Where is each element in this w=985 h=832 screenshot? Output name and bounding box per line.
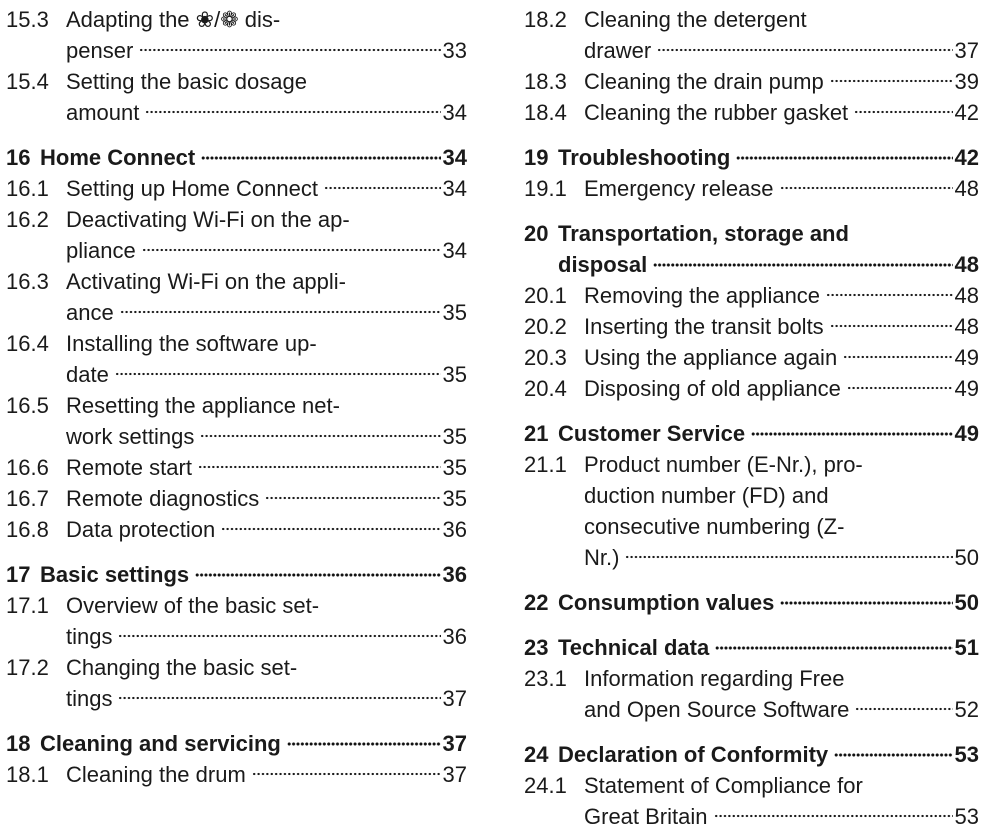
toc-section-entry[interactable] [6,559,467,590]
toc-entry-title-line: work settings [66,424,195,449]
toc-page-number: 48 [954,252,979,277]
dot-leader [287,741,441,746]
toc-subsection-entry[interactable] [524,663,979,725]
toc-section-entry[interactable] [524,418,979,449]
toc-entry-title-line: Declaration of Conformity [558,742,829,767]
toc-entry-number: 18.4 [524,100,567,125]
toc-entry-number: 19.1 [524,176,567,201]
toc-page-number: 49 [954,345,979,370]
toc-entry-number: 16.7 [6,486,49,511]
toc-entry-number: 16.2 [6,207,49,232]
toc-page-number: 37 [442,686,467,711]
toc-entry-number: 22 [524,590,549,615]
toc-entry-title-line: duction number (FD) and [584,483,829,508]
toc-section-entry[interactable] [6,728,467,759]
toc-entry-number: 16 [6,145,31,170]
dot-leader [736,155,952,160]
section-gap [524,725,979,739]
toc-entry-title-line: ance [66,300,114,325]
toc-entry-number: 20.3 [524,345,567,370]
section-gap [524,204,979,218]
toc-entry-number: 20.1 [524,283,567,308]
toc-page-number: 34 [442,100,467,125]
toc-entry-number: 24 [524,742,549,767]
toc-entry-title-line: Overview of the basic set- [66,593,320,618]
toc-entry-title-line: Cleaning the drum [66,762,246,787]
toc-entry-number: 16.5 [6,393,49,418]
toc-subsection-entry[interactable] [6,390,467,452]
toc-section-entry[interactable] [6,142,467,173]
dot-leader [324,186,441,190]
toc-page-number: 33 [442,38,467,63]
toc-entry-title-line: Changing the basic set- [66,655,298,680]
section-gap [524,128,979,142]
toc-subsection-entry[interactable] [524,97,979,128]
toc-subsection-entry[interactable] [6,328,467,390]
section-gap [524,404,979,418]
toc-section-entry[interactable] [524,632,979,663]
toc-page-number: 50 [954,590,979,615]
toc-page-number: 37 [442,762,467,787]
toc-page-number: 52 [954,697,979,722]
toc-entry-number: 17 [6,562,31,587]
dot-leader [715,645,952,650]
toc-subsection-entry[interactable] [6,514,467,545]
toc-entry-title-line: Home Connect [40,145,196,170]
toc-entry-number: 20.4 [524,376,567,401]
toc-entry-title-line: tings [66,686,113,711]
toc-subsection-entry[interactable] [6,590,467,652]
toc-page-number: 36 [442,624,467,649]
dot-leader [780,600,952,605]
toc-entry-title-line: Troubleshooting [558,145,731,170]
dot-leader [252,772,441,776]
dot-leader [115,372,441,376]
toc-left-column [6,4,467,790]
toc-entry-number: 23.1 [524,666,567,691]
toc-subsection-entry[interactable] [524,342,979,373]
toc-subsection-entry[interactable] [6,266,467,328]
dot-leader [625,555,952,559]
section-gap [524,618,979,632]
toc-page-number: 34 [442,238,467,263]
toc-entry-title-line: Product number (E-Nr.), pro- [584,452,863,477]
toc-entry-number: 17.1 [6,593,49,618]
toc-entry-title-line: pliance [66,238,136,263]
toc-entry-title-line: Transportation, storage and [558,221,849,246]
toc-entry-number: 18.2 [524,7,567,32]
toc-entry-title-line: and Open Source Software [584,697,850,722]
toc-page-number: 39 [954,69,979,94]
toc-subsection-entry[interactable] [6,759,467,790]
dot-leader [714,814,953,818]
toc-section-entry[interactable] [524,218,979,280]
toc-entry-title-line: Great Britain [584,804,708,829]
toc-subsection-entry[interactable] [6,652,467,714]
dot-leader [657,48,952,52]
dot-leader [834,752,952,757]
dot-leader [830,79,953,83]
toc-entry-title-line: Deactivating Wi-Fi on the ap- [66,207,350,232]
toc-entry-number: 24.1 [524,773,567,798]
dot-leader [221,527,440,531]
toc-page-number: 49 [954,421,979,446]
toc-section-entry[interactable] [524,142,979,173]
toc-page-number: 35 [442,424,467,449]
toc-entry-title-line: Cleaning the rubber gasket [584,100,849,125]
dot-leader [843,355,952,359]
toc-page-number: 48 [954,283,979,308]
toc-entry-title-line: Adapting the ❀/❁ dis- [66,7,281,32]
toc-entry-number: 19 [524,145,549,170]
toc-entry-title-line: Customer Service [558,421,746,446]
toc-page-number: 51 [954,635,979,660]
toc-right-column [524,4,979,832]
toc-page-number: 48 [954,314,979,339]
toc-page-number: 49 [954,376,979,401]
toc-page-number: 53 [954,804,979,829]
toc-entry-title-line: consecutive numbering (Z- [584,514,845,539]
dot-leader [142,248,441,252]
dot-leader [120,310,441,314]
dot-leader [854,110,952,114]
toc-section-entry[interactable] [524,587,979,618]
toc-entry-title-line: Cleaning the drain pump [584,69,824,94]
toc-page-number: 36 [442,517,467,542]
toc-page-number: 35 [442,362,467,387]
toc-page-number: 53 [954,742,979,767]
dot-leader [118,634,440,638]
toc-subsection-entry[interactable] [524,173,979,204]
toc-entry-title-line: Statement of Compliance for [584,773,863,798]
toc-subsection-entry[interactable] [6,483,467,514]
toc-subsection-entry[interactable] [6,173,467,204]
toc-entry-title-line: Disposing of old appliance [584,376,841,401]
toc-entry-title-line: Resetting the appliance net- [66,393,340,418]
toc-subsection-entry[interactable] [524,4,979,66]
toc-entry-number: 21 [524,421,549,446]
dot-leader [265,496,440,500]
toc-subsection-entry[interactable] [524,311,979,342]
toc-page-number: 50 [954,545,979,570]
toc-entry-number: 20.2 [524,314,567,339]
section-gap [6,128,467,142]
toc-entry-title-line: Activating Wi-Fi on the appli- [66,269,346,294]
toc-section-entry[interactable] [524,739,979,770]
toc-entry-title-line: Information regarding Free [584,666,845,691]
toc-page-number: 36 [442,562,467,587]
toc-page-number: 37 [954,38,979,63]
toc-entry-title-line: amount [66,100,140,125]
toc-entry-title-line: penser [66,38,134,63]
toc-entry-title-line: disposal [558,252,648,277]
toc-entry-number: 15.4 [6,69,49,94]
toc-entry-title-line: Installing the software up- [66,331,317,356]
toc-entry-title-line: Nr.) [584,545,620,570]
toc-entry-title-line: Cleaning and servicing [40,731,281,756]
toc-page-number: 42 [954,100,979,125]
dot-leader [198,465,441,469]
toc-entry-number: 16.3 [6,269,49,294]
toc-entry-number: 23 [524,635,549,660]
toc-entry-title-line: Using the appliance again [584,345,838,370]
toc-subsection-entry[interactable] [6,204,467,266]
toc-entry-title-line: date [66,362,109,387]
section-gap [524,573,979,587]
dot-leader [830,324,953,328]
toc-entry-title-line: Inserting the transit bolts [584,314,824,339]
dot-leader [201,155,440,160]
dot-leader [855,707,952,711]
toc-entry-number: 20 [524,221,549,246]
toc-entry-title-line: Basic settings [40,562,190,587]
toc-entry-title-line: Setting up Home Connect [66,176,318,201]
toc-page-number: 42 [954,145,979,170]
toc-subsection-entry[interactable] [6,66,467,128]
toc-entry-title-line: Emergency release [584,176,774,201]
toc-page-number: 37 [442,731,467,756]
toc-entry-title-line: Setting the basic dosage [66,69,307,94]
toc-entry-title-line: Removing the appliance [584,283,821,308]
toc-subsection-entry[interactable] [524,449,979,573]
dot-leader [780,186,953,190]
toc-entry-number: 15.3 [6,7,49,32]
toc-entry-title-line: Consumption values [558,590,775,615]
toc-page-number: 34 [442,176,467,201]
toc-subsection-entry[interactable] [524,66,979,97]
dot-leader [118,696,440,700]
toc-entry-number: 18.1 [6,762,49,787]
toc-entry-number: 16.1 [6,176,49,201]
toc-entry-number: 18 [6,731,31,756]
toc-page-number: 34 [442,145,467,170]
toc-entry-title-line: Cleaning the detergent [584,7,807,32]
toc-entry-number: 16.4 [6,331,49,356]
toc-subsection-entry[interactable] [524,373,979,404]
dot-leader [195,572,440,577]
toc-entry-number: 17.2 [6,655,49,680]
toc-subsection-entry[interactable] [524,770,979,832]
toc-entry-title-line: Data protection [66,517,216,542]
toc-entry-number: 21.1 [524,452,567,477]
toc-page-number: 35 [442,300,467,325]
toc-entry-title-line: Remote start [66,455,192,480]
dot-leader [200,434,440,438]
toc-entry-title-line: Remote diagnostics [66,486,260,511]
toc-subsection-entry[interactable] [524,280,979,311]
toc-page-number: 35 [442,455,467,480]
toc-entry-title-line: Technical data [558,635,710,660]
dot-leader [751,431,952,436]
toc-page-number: 48 [954,176,979,201]
toc-entry-title-line: drawer [584,38,652,63]
toc-entry-number: 16.8 [6,517,49,542]
dot-leader [653,262,952,267]
dot-leader [826,293,952,297]
toc-subsection-entry[interactable] [6,452,467,483]
section-gap [6,545,467,559]
toc-entry-number: 18.3 [524,69,567,94]
section-gap [6,714,467,728]
dot-leader [145,110,440,114]
dot-leader [847,386,953,390]
toc-page-number: 35 [442,486,467,511]
toc-entry-number: 16.6 [6,455,49,480]
toc-subsection-entry[interactable] [6,4,467,66]
toc-entry-title-line: tings [66,624,113,649]
dot-leader [139,48,440,52]
